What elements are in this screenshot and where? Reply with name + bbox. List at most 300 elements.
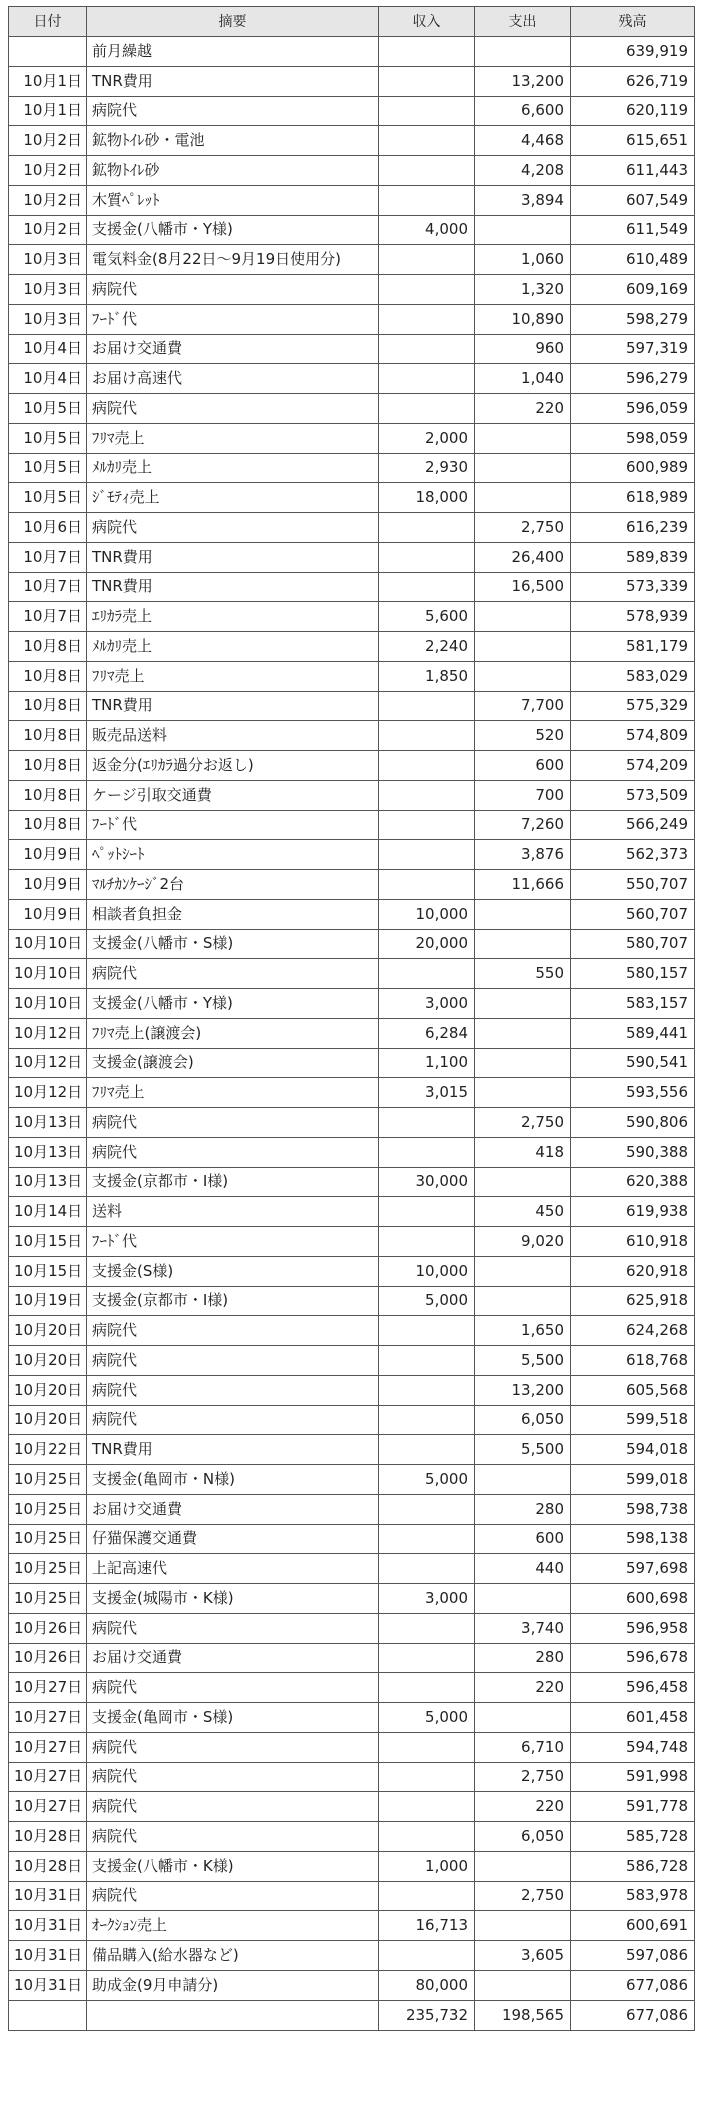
- income-cell: [379, 1227, 475, 1257]
- expense-cell: 2,750: [475, 1762, 571, 1792]
- expense-cell: 5,500: [475, 1346, 571, 1376]
- income-cell: [379, 185, 475, 215]
- expense-cell: [475, 37, 571, 67]
- income-cell: 1,000: [379, 1851, 475, 1881]
- income-cell: [379, 96, 475, 126]
- income-cell: 10,000: [379, 1256, 475, 1286]
- balance-cell: 624,268: [571, 1316, 695, 1346]
- income-cell: 2,240: [379, 632, 475, 662]
- description-cell: ﾌﾘﾏ売上(譲渡会): [87, 1018, 379, 1048]
- date-cell: 10月26日: [9, 1613, 87, 1643]
- table-row: [9, 1881, 695, 1911]
- expense-cell: 7,700: [475, 691, 571, 721]
- expense-cell: 13,200: [475, 1375, 571, 1405]
- income-cell: 2,000: [379, 423, 475, 453]
- balance-cell: 620,918: [571, 1256, 695, 1286]
- description-cell: 支援金(譲渡会): [87, 1048, 379, 1078]
- income-cell: [379, 1613, 475, 1643]
- income-cell: 5,000: [379, 1703, 475, 1733]
- table-row: [9, 1524, 695, 1554]
- balance-cell: 591,778: [571, 1792, 695, 1822]
- date-cell: 10月3日: [9, 245, 87, 275]
- date-cell: 10月5日: [9, 453, 87, 483]
- description-cell: 病院代: [87, 1673, 379, 1703]
- date-cell: 10月13日: [9, 1137, 87, 1167]
- table-row: [9, 1762, 695, 1792]
- header-row: [9, 7, 695, 37]
- description-cell: 病院代: [87, 1822, 379, 1852]
- date-cell: 10月31日: [9, 1881, 87, 1911]
- balance-cell: 573,509: [571, 780, 695, 810]
- expense-cell: 220: [475, 1792, 571, 1822]
- balance-cell: 596,279: [571, 364, 695, 394]
- description-cell: 病院代: [87, 1792, 379, 1822]
- balance-cell: 586,728: [571, 1851, 695, 1881]
- balance-cell: 597,086: [571, 1941, 695, 1971]
- description-cell: 備品購入(給水器など): [87, 1941, 379, 1971]
- description-cell: 支援金(京都市・I様): [87, 1167, 379, 1197]
- expense-cell: [475, 1167, 571, 1197]
- income-cell: [379, 721, 475, 751]
- table-row: [9, 721, 695, 751]
- table-row: [9, 572, 695, 602]
- date-cell: 10月4日: [9, 364, 87, 394]
- expense-cell: 9,020: [475, 1227, 571, 1257]
- table-row: [9, 1673, 695, 1703]
- date-cell: 10月3日: [9, 304, 87, 334]
- balance-cell: 625,918: [571, 1286, 695, 1316]
- expense-cell: 2,750: [475, 1108, 571, 1138]
- balance-cell: 594,018: [571, 1435, 695, 1465]
- table-row: [9, 394, 695, 424]
- description-cell: 支援金(S様): [87, 1256, 379, 1286]
- table-row: [9, 96, 695, 126]
- table-row: [9, 66, 695, 96]
- balance-cell: 611,549: [571, 215, 695, 245]
- income-cell: [379, 304, 475, 334]
- income-cell: [379, 840, 475, 870]
- ledger-body: [9, 37, 695, 2001]
- date-cell: 10月27日: [9, 1703, 87, 1733]
- expense-cell: 1,060: [475, 245, 571, 275]
- expense-cell: 280: [475, 1643, 571, 1673]
- expense-cell: 1,040: [475, 364, 571, 394]
- description-cell: ﾌｰﾄﾞ代: [87, 1227, 379, 1257]
- expense-cell: 600: [475, 751, 571, 781]
- date-cell: 10月27日: [9, 1732, 87, 1762]
- balance-cell: 566,249: [571, 810, 695, 840]
- expense-cell: 450: [475, 1197, 571, 1227]
- table-row: [9, 1197, 695, 1227]
- income-cell: [379, 1881, 475, 1911]
- description-cell: ﾌﾘﾏ売上: [87, 661, 379, 691]
- table-row: [9, 632, 695, 662]
- table-row: [9, 1554, 695, 1584]
- income-cell: [379, 959, 475, 989]
- table-row: [9, 989, 695, 1019]
- description-cell: 病院代: [87, 1881, 379, 1911]
- table-row: [9, 1822, 695, 1852]
- income-cell: [379, 572, 475, 602]
- description-cell: 病院代: [87, 1137, 379, 1167]
- description-cell: 支援金(亀岡市・N様): [87, 1465, 379, 1495]
- description-cell: ﾏﾙﾁｶﾝｹｰｼﾞ2台: [87, 870, 379, 900]
- balance-cell: 589,839: [571, 542, 695, 572]
- table-row: [9, 1584, 695, 1614]
- table-row: [9, 542, 695, 572]
- income-cell: 5,000: [379, 1465, 475, 1495]
- balance-cell: 583,029: [571, 661, 695, 691]
- date-cell: 10月31日: [9, 1970, 87, 2000]
- income-cell: [379, 1822, 475, 1852]
- table-row: [9, 1732, 695, 1762]
- description-cell: ｼﾞﾓﾃｨ売上: [87, 483, 379, 513]
- income-cell: [379, 126, 475, 156]
- balance-cell: 611,443: [571, 156, 695, 186]
- income-cell: [379, 364, 475, 394]
- expense-cell: [475, 483, 571, 513]
- date-cell: 10月25日: [9, 1584, 87, 1614]
- date-cell: 10月7日: [9, 542, 87, 572]
- description-cell: 支援金(京都市・I様): [87, 1286, 379, 1316]
- table-row: [9, 423, 695, 453]
- income-cell: [379, 1405, 475, 1435]
- table-row: [9, 1643, 695, 1673]
- date-cell: 10月4日: [9, 334, 87, 364]
- balance-cell: 573,339: [571, 572, 695, 602]
- income-cell: 16,713: [379, 1911, 475, 1941]
- date-cell: 10月5日: [9, 483, 87, 513]
- table-row: [9, 126, 695, 156]
- expense-cell: 16,500: [475, 572, 571, 602]
- table-row: [9, 1316, 695, 1346]
- date-cell: 10月2日: [9, 185, 87, 215]
- income-cell: [379, 1316, 475, 1346]
- income-cell: [379, 1792, 475, 1822]
- date-cell: 10月22日: [9, 1435, 87, 1465]
- description-cell: 上記高速代: [87, 1554, 379, 1584]
- balance-cell: 596,678: [571, 1643, 695, 1673]
- header-description: 摘要: [87, 7, 379, 37]
- date-cell: 10月10日: [9, 989, 87, 1019]
- expense-cell: [475, 1286, 571, 1316]
- description-cell: 送料: [87, 1197, 379, 1227]
- table-row: [9, 1405, 695, 1435]
- description-cell: 病院代: [87, 1375, 379, 1405]
- expense-cell: [475, 899, 571, 929]
- table-row: [9, 1851, 695, 1881]
- expense-cell: 4,468: [475, 126, 571, 156]
- date-cell: 10月28日: [9, 1851, 87, 1881]
- income-cell: [379, 1554, 475, 1584]
- expense-cell: 6,710: [475, 1732, 571, 1762]
- balance-cell: 590,806: [571, 1108, 695, 1138]
- expense-cell: 3,605: [475, 1941, 571, 1971]
- table-row: [9, 1108, 695, 1138]
- balance-cell: 601,458: [571, 1703, 695, 1733]
- description-cell: 病院代: [87, 1108, 379, 1138]
- table-row: [9, 1941, 695, 1971]
- description-cell: ﾌﾘﾏ売上: [87, 1078, 379, 1108]
- totals-date-cell: [9, 2000, 87, 2030]
- balance-cell: 600,691: [571, 1911, 695, 1941]
- expense-cell: 10,890: [475, 304, 571, 334]
- description-cell: 鉱物ﾄｲﾚ砂: [87, 156, 379, 186]
- date-cell: 10月3日: [9, 275, 87, 305]
- description-cell: 支援金(城陽市・K様): [87, 1584, 379, 1614]
- description-cell: 病院代: [87, 394, 379, 424]
- expense-cell: [475, 1911, 571, 1941]
- expense-cell: [475, 1465, 571, 1495]
- description-cell: 病院代: [87, 96, 379, 126]
- income-cell: 20,000: [379, 929, 475, 959]
- description-cell: お届け高速代: [87, 364, 379, 394]
- balance-cell: 599,518: [571, 1405, 695, 1435]
- expense-cell: [475, 1018, 571, 1048]
- table-row: [9, 661, 695, 691]
- description-cell: ｵｰｸｼｮﾝ売上: [87, 1911, 379, 1941]
- table-row: [9, 1970, 695, 2000]
- table-row: [9, 1256, 695, 1286]
- table-row: [9, 453, 695, 483]
- income-cell: [379, 513, 475, 543]
- description-cell: お届け交通費: [87, 334, 379, 364]
- header-income: 収入: [379, 7, 475, 37]
- expense-cell: [475, 1970, 571, 2000]
- income-cell: 3,000: [379, 1584, 475, 1614]
- totals-description-cell: [87, 2000, 379, 2030]
- balance-cell: 580,157: [571, 959, 695, 989]
- income-cell: 18,000: [379, 483, 475, 513]
- table-row: [9, 1346, 695, 1376]
- description-cell: 販売品送料: [87, 721, 379, 751]
- balance-cell: 598,059: [571, 423, 695, 453]
- income-cell: [379, 1732, 475, 1762]
- balance-cell: 626,719: [571, 66, 695, 96]
- balance-cell: 578,939: [571, 602, 695, 632]
- table-row: [9, 185, 695, 215]
- date-cell: 10月14日: [9, 1197, 87, 1227]
- balance-cell: 581,179: [571, 632, 695, 662]
- balance-cell: 596,958: [571, 1613, 695, 1643]
- table-row: [9, 1018, 695, 1048]
- date-cell: 10月10日: [9, 929, 87, 959]
- table-row: [9, 751, 695, 781]
- balance-cell: 596,458: [571, 1673, 695, 1703]
- balance-cell: 574,809: [571, 721, 695, 751]
- description-cell: ﾍﾟｯﾄｼｰﾄ: [87, 840, 379, 870]
- date-cell: 10月15日: [9, 1256, 87, 1286]
- balance-cell: 616,239: [571, 513, 695, 543]
- date-cell: 10月13日: [9, 1167, 87, 1197]
- table-row: [9, 245, 695, 275]
- income-cell: 3,015: [379, 1078, 475, 1108]
- income-cell: 1,850: [379, 661, 475, 691]
- table-row: [9, 1494, 695, 1524]
- table-row: [9, 513, 695, 543]
- expense-cell: 1,320: [475, 275, 571, 305]
- table-row: [9, 780, 695, 810]
- date-cell: 10月5日: [9, 423, 87, 453]
- date-cell: 10月25日: [9, 1554, 87, 1584]
- description-cell: 鉱物ﾄｲﾚ砂・電池: [87, 126, 379, 156]
- date-cell: 10月8日: [9, 780, 87, 810]
- balance-cell: 583,978: [571, 1881, 695, 1911]
- balance-cell: 597,319: [571, 334, 695, 364]
- description-cell: 支援金(八幡市・K様): [87, 1851, 379, 1881]
- income-cell: [379, 245, 475, 275]
- date-cell: [9, 37, 87, 67]
- date-cell: 10月2日: [9, 215, 87, 245]
- balance-cell: 599,018: [571, 1465, 695, 1495]
- total-income-cell: 235,732: [379, 2000, 475, 2030]
- date-cell: 10月25日: [9, 1494, 87, 1524]
- income-cell: 4,000: [379, 215, 475, 245]
- date-cell: 10月12日: [9, 1018, 87, 1048]
- table-row: [9, 37, 695, 67]
- balance-cell: 600,989: [571, 453, 695, 483]
- date-cell: 10月19日: [9, 1286, 87, 1316]
- balance-cell: 589,441: [571, 1018, 695, 1048]
- table-row: [9, 691, 695, 721]
- income-cell: [379, 66, 475, 96]
- income-cell: [379, 1941, 475, 1971]
- expense-cell: [475, 929, 571, 959]
- table-row: [9, 304, 695, 334]
- income-cell: 10,000: [379, 899, 475, 929]
- description-cell: 仔猫保護交通費: [87, 1524, 379, 1554]
- balance-cell: 590,388: [571, 1137, 695, 1167]
- table-row: [9, 483, 695, 513]
- header-expense: 支出: [475, 7, 571, 37]
- description-cell: TNR費用: [87, 66, 379, 96]
- final-balance-cell: 677,086: [571, 2000, 695, 2030]
- expense-cell: [475, 1078, 571, 1108]
- date-cell: 10月25日: [9, 1524, 87, 1554]
- description-cell: お届け交通費: [87, 1643, 379, 1673]
- expense-cell: 3,740: [475, 1613, 571, 1643]
- table-row: [9, 1078, 695, 1108]
- description-cell: 病院代: [87, 1346, 379, 1376]
- date-cell: 10月2日: [9, 156, 87, 186]
- table-row: [9, 1375, 695, 1405]
- balance-cell: 677,086: [571, 1970, 695, 2000]
- income-cell: [379, 1108, 475, 1138]
- expense-cell: 1,650: [475, 1316, 571, 1346]
- income-cell: [379, 37, 475, 67]
- balance-cell: 600,698: [571, 1584, 695, 1614]
- date-cell: 10月28日: [9, 1822, 87, 1852]
- expense-cell: 6,050: [475, 1822, 571, 1852]
- table-row: [9, 929, 695, 959]
- balance-cell: 585,728: [571, 1822, 695, 1852]
- description-cell: TNR費用: [87, 1435, 379, 1465]
- expense-cell: [475, 453, 571, 483]
- income-cell: [379, 1673, 475, 1703]
- expense-cell: [475, 423, 571, 453]
- description-cell: TNR費用: [87, 572, 379, 602]
- date-cell: 10月1日: [9, 66, 87, 96]
- income-cell: 5,600: [379, 602, 475, 632]
- description-cell: 相談者負担金: [87, 899, 379, 929]
- ledger-header: [9, 7, 695, 37]
- balance-cell: 618,768: [571, 1346, 695, 1376]
- income-cell: [379, 870, 475, 900]
- balance-cell: 597,698: [571, 1554, 695, 1584]
- description-cell: 前月繰越: [87, 37, 379, 67]
- table-row: [9, 1465, 695, 1495]
- date-cell: 10月8日: [9, 661, 87, 691]
- date-cell: 10月12日: [9, 1048, 87, 1078]
- expense-cell: 26,400: [475, 542, 571, 572]
- expense-cell: [475, 1256, 571, 1286]
- date-cell: 10月15日: [9, 1227, 87, 1257]
- date-cell: 10月1日: [9, 96, 87, 126]
- expense-cell: [475, 215, 571, 245]
- balance-cell: 580,707: [571, 929, 695, 959]
- date-cell: 10月31日: [9, 1911, 87, 1941]
- income-cell: [379, 156, 475, 186]
- income-cell: [379, 1346, 475, 1376]
- expense-cell: [475, 1048, 571, 1078]
- table-row: [9, 1613, 695, 1643]
- balance-cell: 610,489: [571, 245, 695, 275]
- table-row: [9, 1227, 695, 1257]
- date-cell: 10月20日: [9, 1375, 87, 1405]
- table-row: [9, 1911, 695, 1941]
- income-cell: [379, 542, 475, 572]
- balance-cell: 639,919: [571, 37, 695, 67]
- expense-cell: [475, 1584, 571, 1614]
- table-row: [9, 1167, 695, 1197]
- balance-cell: 605,568: [571, 1375, 695, 1405]
- balance-cell: 593,556: [571, 1078, 695, 1108]
- ledger-footer: [9, 2000, 695, 2030]
- date-cell: 10月13日: [9, 1108, 87, 1138]
- date-cell: 10月9日: [9, 899, 87, 929]
- balance-cell: 596,059: [571, 394, 695, 424]
- description-cell: 病院代: [87, 1316, 379, 1346]
- table-row: [9, 959, 695, 989]
- balance-cell: 575,329: [571, 691, 695, 721]
- description-cell: 病院代: [87, 275, 379, 305]
- balance-cell: 590,541: [571, 1048, 695, 1078]
- balance-cell: 609,169: [571, 275, 695, 305]
- table-row: [9, 334, 695, 364]
- description-cell: 支援金(亀岡市・S様): [87, 1703, 379, 1733]
- date-cell: 10月12日: [9, 1078, 87, 1108]
- description-cell: ケージ引取交通費: [87, 780, 379, 810]
- description-cell: ﾌｰﾄﾞ代: [87, 810, 379, 840]
- date-cell: 10月20日: [9, 1316, 87, 1346]
- date-cell: 10月20日: [9, 1346, 87, 1376]
- description-cell: 支援金(八幡市・S様): [87, 929, 379, 959]
- date-cell: 10月8日: [9, 721, 87, 751]
- date-cell: 10月7日: [9, 602, 87, 632]
- table-row: [9, 1137, 695, 1167]
- table-row: [9, 810, 695, 840]
- date-cell: 10月9日: [9, 840, 87, 870]
- ledger-table: [8, 6, 695, 2031]
- balance-cell: 598,738: [571, 1494, 695, 1524]
- date-cell: 10月27日: [9, 1673, 87, 1703]
- income-cell: [379, 1524, 475, 1554]
- income-cell: [379, 751, 475, 781]
- description-cell: 助成金(9月申請分): [87, 1970, 379, 2000]
- header-date: 日付: [9, 7, 87, 37]
- description-cell: 病院代: [87, 1613, 379, 1643]
- date-cell: 10月9日: [9, 870, 87, 900]
